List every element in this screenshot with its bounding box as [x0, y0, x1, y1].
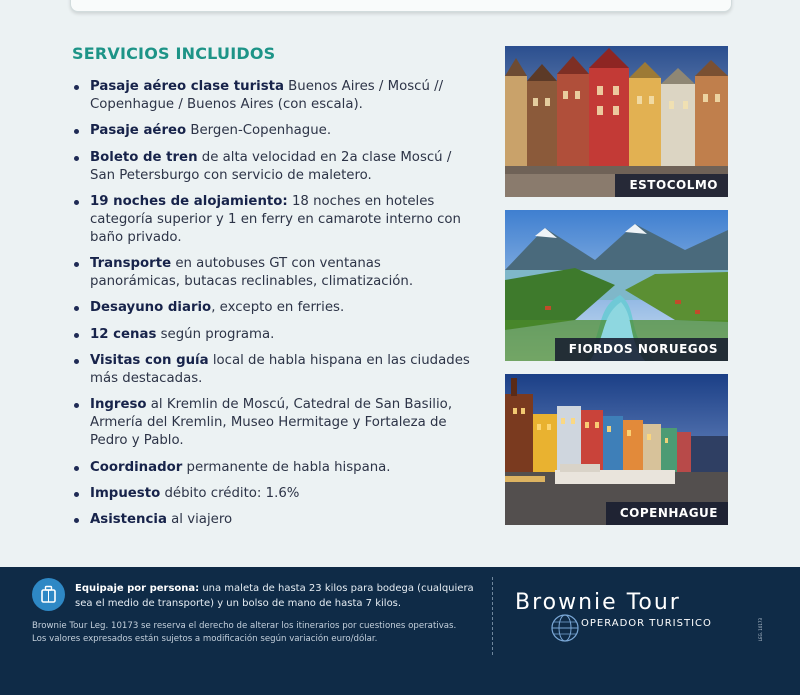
- list-item: [74, 485, 474, 503]
- service-detail: Bergen-Copenhague.: [186, 123, 332, 139]
- photo-label: ESTOCOLMO: [615, 174, 728, 197]
- service-detail: según programa.: [156, 326, 275, 342]
- list-item: [74, 326, 474, 344]
- luggage-title: Equipaje por persona:: [75, 583, 200, 594]
- brand-name: Brownie Tour: [515, 590, 681, 615]
- list-item: [74, 299, 474, 317]
- service-detail: Buenos Aires / Moscú // Copenhague / Buenos Aires (con escala).: [90, 79, 444, 112]
- service-title: Pasaje aéreo clase turista: [90, 79, 284, 94]
- list-item: [74, 459, 474, 477]
- service-title: Visitas con guía: [90, 353, 209, 369]
- top-card-edge: [70, 0, 732, 12]
- bullet: [74, 333, 79, 338]
- service-title: Pasaje aéreo: [90, 123, 187, 139]
- legal-notice: [32, 620, 487, 646]
- luggage-info: [75, 581, 490, 611]
- bullet: [74, 492, 79, 497]
- bullet: [74, 200, 79, 205]
- bullet: [74, 262, 79, 267]
- luggage-icon: [32, 578, 65, 611]
- footer-divider: [492, 577, 493, 655]
- service-title: 12 cenas: [90, 326, 157, 342]
- service-detail: de alta velocidad en 2a clase Moscú / San Petersburgo con servicio de maletero.: [90, 149, 452, 183]
- bullet: [74, 359, 79, 364]
- service-title: 19 noches de alojamiento:: [90, 193, 288, 209]
- brand-leg: LEG. 10173: [758, 618, 763, 642]
- service-detail: permanente de habla hispana.: [182, 459, 391, 475]
- bullet: [74, 85, 79, 90]
- section-title: SERVICIOS INCLUIDOS: [72, 44, 276, 63]
- bullet: [74, 306, 79, 311]
- service-detail: en autobuses GT con ventanas panorámicas, butacas reclinables, climatización.: [90, 256, 414, 290]
- service-detail: 18 noches en hoteles categoría superior y 1 en ferry en camarote interno con baño privado.: [90, 193, 461, 245]
- bullet: [74, 466, 79, 471]
- photo-label: FIORDOS NORUEGOS: [555, 338, 728, 361]
- services-list: [74, 78, 474, 538]
- photo-copenhagen: [505, 374, 728, 525]
- brand-subtitle: OPERADOR TURISTICO: [581, 618, 712, 629]
- service-detail: al Kremlin de Moscú, Catedral de San Basilio, Armería del Kremlin, Museo Hermitage y Fortaleza de Pedro y Pablo.: [90, 397, 453, 449]
- list-item: [74, 122, 474, 140]
- photo-fjords: [505, 210, 728, 361]
- list-item: [74, 396, 474, 450]
- bullet: [74, 403, 79, 408]
- service-detail: al viajero: [166, 512, 233, 528]
- list-item: [74, 511, 474, 529]
- service-title: Impuesto: [90, 485, 161, 501]
- brand-globe-icon: [550, 613, 580, 643]
- photo-label: COPENHAGUE: [606, 502, 728, 525]
- service-title: Ingreso: [90, 397, 147, 413]
- service-detail: , excepto en ferries.: [211, 300, 345, 316]
- service-title: Asistencia: [90, 512, 167, 528]
- legal-line-2: Los valores expresados están sujetos a modificación según variación euro/dólar.: [32, 634, 378, 644]
- photo-stockholm: [505, 46, 728, 197]
- service-title: Boleto de tren: [90, 149, 198, 165]
- service-detail: débito crédito: 1.6%: [160, 485, 300, 501]
- bullet: [74, 518, 79, 523]
- service-title: Desayuno diario: [90, 300, 212, 316]
- list-item: [74, 78, 474, 114]
- legal-line-1: Brownie Tour Leg. 10173 se reserva el derecho de alterar los itinerarios por cuestiones operativas.: [32, 621, 457, 631]
- list-item: [74, 193, 474, 247]
- service-detail: local de habla hispana en las ciudades más destacadas.: [90, 353, 470, 387]
- list-item: [74, 255, 474, 291]
- list-item: [74, 149, 474, 185]
- service-title: Transporte: [90, 256, 172, 272]
- list-item: [74, 352, 474, 388]
- luggage-text: una maleta de hasta 23 kilos para bodega (cualquiera sea el medio de transporte) y un bolso de mano de hasta 7 kilos.: [75, 583, 474, 609]
- service-title: Coordinador: [90, 459, 183, 475]
- bullet: [74, 129, 79, 134]
- bullet: [74, 156, 79, 161]
